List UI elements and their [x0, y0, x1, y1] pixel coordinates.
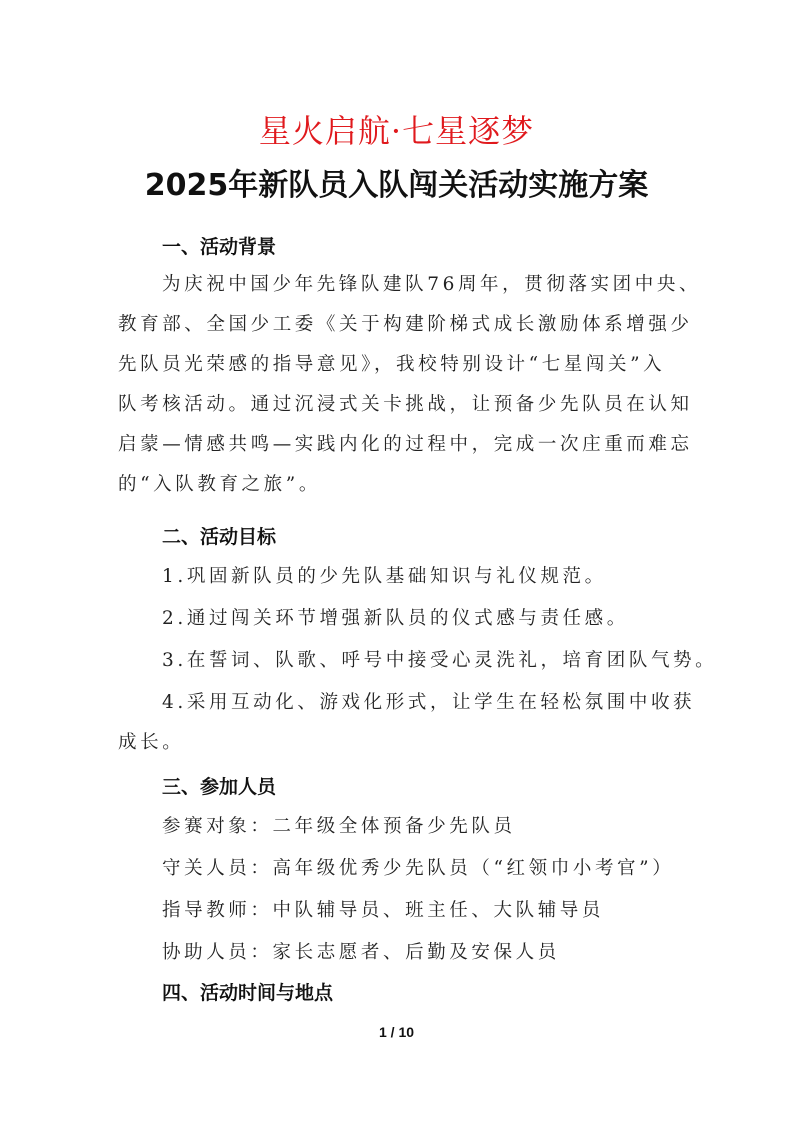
goal-item-continuation: 成长。	[118, 732, 185, 753]
participant-line: 守关人员：高年级优秀少先队员（“红领巾小考官”）	[162, 858, 675, 879]
document-title: 2025年新队员入队闯关活动实施方案	[144, 168, 649, 203]
goal-item: 1.巩固新队员的少先队基础知识与礼仪规范。	[162, 566, 607, 587]
paragraph-line: 队考核活动。通过沉浸式关卡挑战，让预备少先队员在认知	[118, 394, 693, 415]
section-heading-background: 一、活动背景	[162, 236, 277, 258]
paragraph-line: 的“入队教育之旅”。	[118, 474, 321, 495]
page-indicator: 1 / 10	[378, 1024, 415, 1040]
section-heading-participants: 三、参加人员	[162, 776, 277, 798]
goal-item: 2.通过闯关环节增强新队员的仪式感与责任感。	[162, 608, 629, 629]
paragraph-line: 启蒙—情感共鸣—实践内化的过程中，完成一次庄重而难忘	[118, 434, 693, 455]
goal-item: 4.采用互动化、游戏化形式，让学生在轻松氛围中收获	[162, 692, 696, 713]
paragraph-line: 为庆祝中国少年先锋队建队76周年，贯彻落实团中央、	[162, 274, 702, 295]
participant-line: 指导教师：中队辅导员、班主任、大队辅导员	[162, 900, 605, 921]
participant-line: 协助人员：家长志愿者、后勤及安保人员	[162, 942, 560, 963]
paragraph-line: 先队员光荣感的指导意见》，我校特别设计“七星闯关”入	[118, 354, 666, 375]
section-heading-time-location: 四、活动时间与地点	[162, 982, 334, 1004]
section-heading-goals: 二、活动目标	[162, 526, 277, 548]
document-subtitle: 星火启航·七星逐梦	[258, 112, 535, 150]
participant-line: 参赛对象：二年级全体预备少先队员	[162, 816, 516, 837]
paragraph-line: 教育部、全国少工委《关于构建阶梯式成长激励体系增强少	[118, 314, 693, 335]
goal-item: 3.在誓词、队歌、呼号中接受心灵洗礼，培育团队气势。	[162, 650, 718, 671]
